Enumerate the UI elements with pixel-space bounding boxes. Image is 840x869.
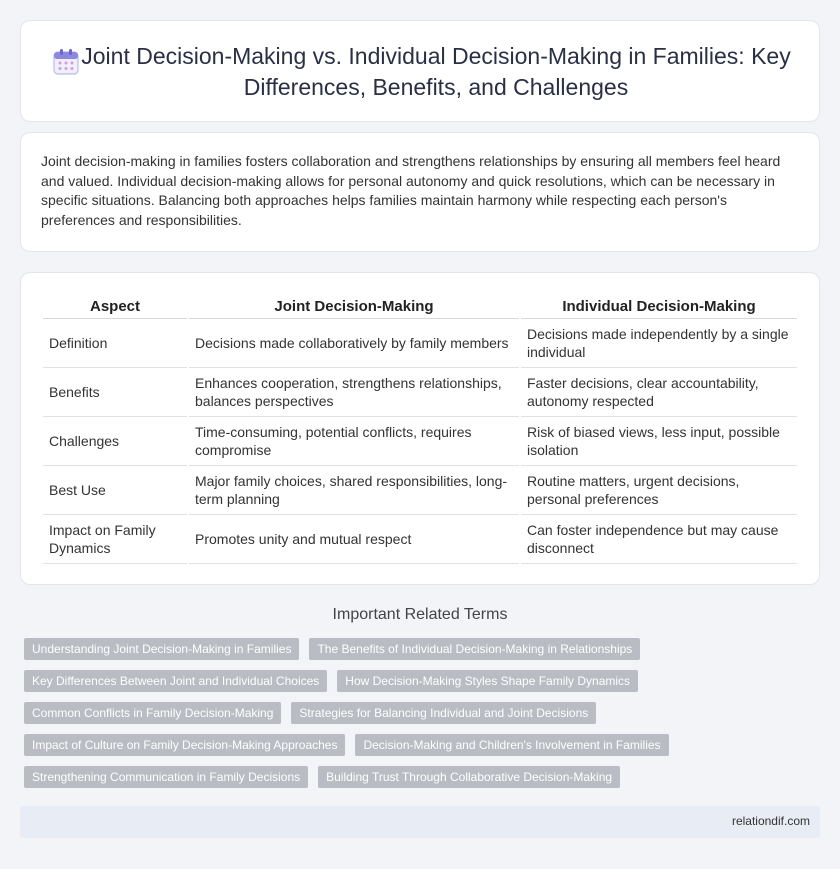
footer-bar [20, 806, 820, 838]
related-term-link[interactable]: Understanding Joint Decision-Making in Families [24, 638, 299, 660]
table-row [43, 368, 797, 417]
related-term-link[interactable]: Building Trust Through Collaborative Decision-Making [318, 766, 620, 788]
tag-row [24, 734, 824, 756]
related-term-link[interactable]: Strategies for Balancing Individual and Joint Decisions [291, 702, 596, 724]
cell-aspect: Definition [43, 319, 187, 368]
tag-row [24, 766, 824, 788]
comparison-table [41, 295, 799, 564]
table-row [43, 417, 797, 466]
related-term-link[interactable]: The Benefits of Individual Decision-Making in Relationships [309, 638, 640, 660]
cell-individual: Can foster independence but may cause disconnect [521, 515, 797, 564]
related-term-link[interactable]: Impact of Culture on Family Decision-Making Approaches [24, 734, 345, 756]
cell-individual: Faster decisions, clear accountability, autonomy respected [521, 368, 797, 417]
cell-joint: Enhances cooperation, strengthens relationships, balances perspectives [189, 368, 519, 417]
tag-row [24, 638, 824, 660]
header-card [20, 20, 820, 122]
table-row [43, 319, 797, 368]
table-header-row [43, 295, 797, 319]
intro-paragraph: Joint decision-making in families fosters collaboration and strengthens relationships by ensuring all members feel heard and valued. Individual decision-making allows for personal autonomy and quick resolutions, which can be necessary in specific situations. Balancing both approaches helps families maintain harmony while respecting each person's preferences and responsibilities. [41, 153, 781, 228]
cell-aspect: Impact on Family Dynamics [43, 515, 187, 564]
related-term-link[interactable]: Common Conflicts in Family Decision-Making [24, 702, 281, 724]
header-individual: Individual Decision-Making [521, 295, 797, 319]
intro-card [20, 132, 820, 252]
cell-joint: Decisions made collaboratively by family members [189, 319, 519, 368]
header-joint: Joint Decision-Making [189, 295, 519, 319]
cell-aspect: Best Use [43, 466, 187, 515]
cell-individual: Decisions made independently by a single individual [521, 319, 797, 368]
footer-site-link[interactable]: relationdif.com [731, 814, 810, 828]
cell-aspect: Challenges [43, 417, 187, 466]
related-term-link[interactable]: Strengthening Communication in Family Decisions [24, 766, 308, 788]
table-row [43, 466, 797, 515]
related-term-link[interactable]: Key Differences Between Joint and Individual Choices [24, 670, 327, 692]
related-terms-title: Important Related Terms [332, 606, 508, 623]
cell-individual: Risk of biased views, less input, possible isolation [521, 417, 797, 466]
comparison-card [20, 272, 820, 585]
related-term-link[interactable]: How Decision-Making Styles Shape Family Dynamics [337, 670, 638, 692]
table-row [43, 515, 797, 564]
tag-row [24, 702, 824, 724]
page-title: Joint Decision-Making vs. Individual Decision-Making in Families: Key Differences, Benefits, and Challenges [81, 43, 791, 100]
cell-joint: Time-consuming, potential conflicts, requires compromise [189, 417, 519, 466]
cell-joint: Major family choices, shared responsibilities, long-term planning [189, 466, 519, 515]
cell-aspect: Benefits [43, 368, 187, 417]
header-aspect: Aspect [43, 295, 187, 319]
cell-joint: Promotes unity and mutual respect [189, 515, 519, 564]
cell-individual: Routine matters, urgent decisions, personal preferences [521, 466, 797, 515]
tag-row [24, 670, 824, 692]
related-terms-list [24, 638, 824, 798]
related-term-link[interactable]: Decision-Making and Children's Involvement in Families [355, 734, 668, 756]
